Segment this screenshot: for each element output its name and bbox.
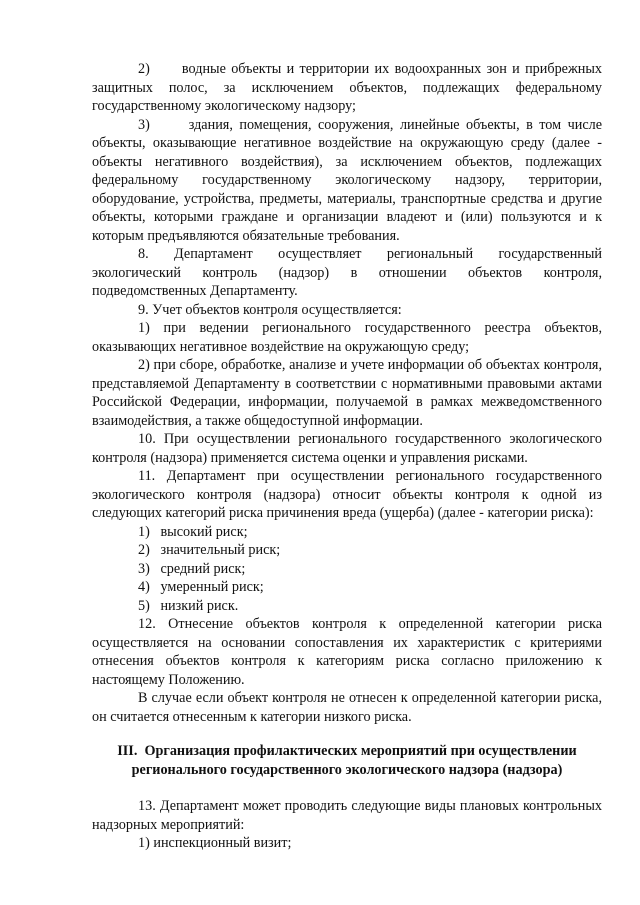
paragraph-9-item-2: 2) при сборе, обработке, анализе и учете информации об объектах контроля, представляемой Департаменту в соответствии с нормативными правовыми актами Российской Федерации, информации, получаемой в рамках межведомственного взаимодействия, а также общедоступной информации. xyxy=(92,357,602,429)
paragraph-item-2-water-objects: 2) водные объекты и территории их водоохранных зон и прибрежных защитных полос, за исключением объектов, подлежащих федеральному государственному экологическому надзору; xyxy=(92,61,602,114)
document-body xyxy=(92,60,602,853)
paragraph-9-item-1: 1) при ведении регионального государственного реестра объектов, оказывающих негативное воздействие на окружающую среду; xyxy=(92,320,602,355)
paragraph-item-3-buildings: 3) здания, помещения, сооружения, линейные объекты, в том числе объекты, оказывающие негативное воздействие на окружающую среду (далее - объекты негативного воздействия), за исключением объектов, подлежащих федеральному государственному экологическому надзору, территории, оборудование, устройства, предметы, материалы, транспортные средства и другие объекты, которыми граждане и организации владеют и (или) пользуются и к которым предъявляются обязательные требования. xyxy=(92,116,602,244)
paragraph-12: 12. Отнесение объектов контроля к определенной категории риска осуществляется на основании сопоставления их характеристик с критериями отнесения объектов контроля к категориям риска согласно приложению к настоящему Положению. xyxy=(92,616,602,688)
paragraph-low-risk-default: В случае если объект контроля не отнесен к определенной категории риска, он считается отнесенным к категории низкого риска. xyxy=(92,690,602,725)
section-heading-iii: III. Организация профилактических мероприятий при осуществлении регионального государственного экологического надзора (надзора) xyxy=(117,743,577,778)
paragraph-8: 8. Департамент осуществляет региональный государственный экологический контроль (надзор) в отношении объектов контроля, подведомственных Департаменту. xyxy=(92,246,602,299)
paragraph-10: 10. При осуществлении регионального государственного экологического контроля (надзора) применяется система оценки и управления рисками. xyxy=(92,431,602,466)
paragraph-11: 11. Департамент при осуществлении регионального государственного экологического контроля (надзора) относит объекты контроля к одной из следующих категорий риска причинения вреда (ущерба) (далее - категории риска): xyxy=(92,468,602,521)
risk-list-item-high: 1) высокий риск; xyxy=(138,523,248,540)
paragraph-13-item-1: 1) инспекционный визит; xyxy=(138,835,292,851)
risk-list-item-low: 5) низкий риск. xyxy=(138,597,239,614)
risk-list-item-medium: 3) средний риск; xyxy=(138,560,246,577)
paragraph-13: 13. Департамент может проводить следующие виды плановых контрольных надзорных мероприятий: xyxy=(92,798,602,833)
risk-list-item-moderate: 4) умеренный риск; xyxy=(138,579,264,595)
paragraph-9: 9. Учет объектов контроля осуществляется: xyxy=(138,301,402,318)
risk-list-item-significant: 2) значительный риск; xyxy=(138,542,281,558)
